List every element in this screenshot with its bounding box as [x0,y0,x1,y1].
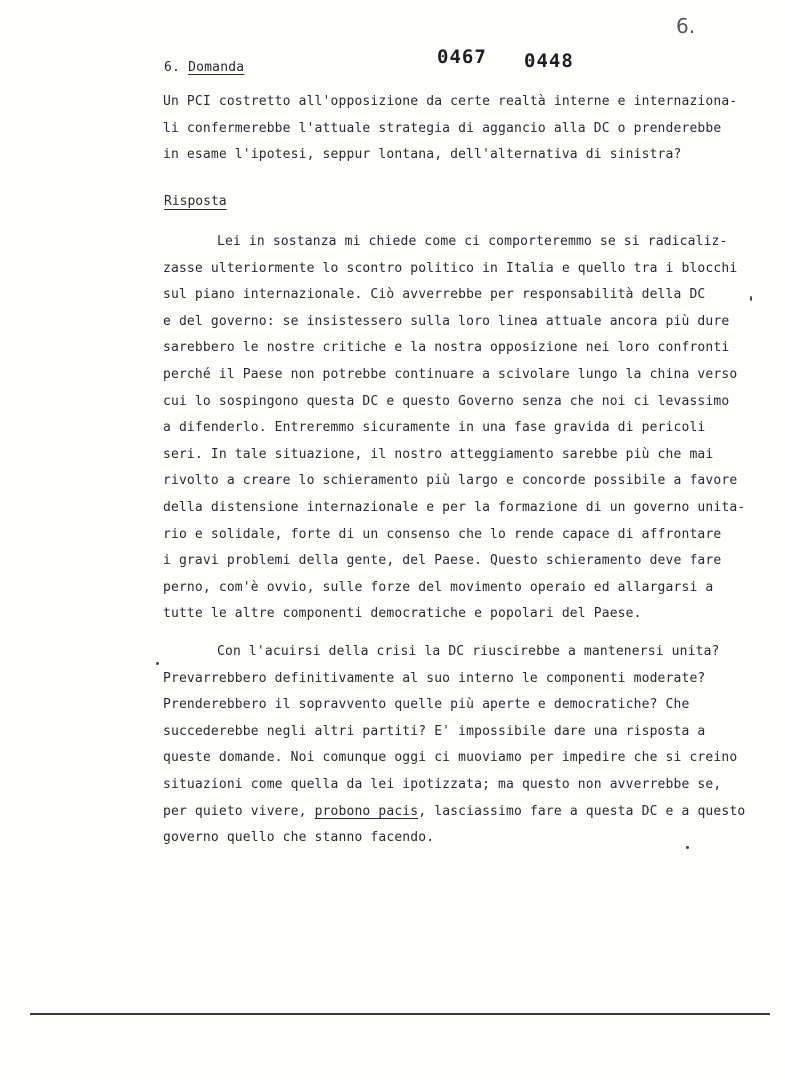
speck-mark [750,296,752,301]
question-text [163,89,743,169]
answer-line: e del governo: se insistessero sulla loro linea attuale ancora più dure [163,313,730,329]
doc-number-second: 0448 [524,50,574,72]
answer-line: perno, com'è ovvio, sulle forze del movimento operaio ed allargarsi a [163,579,714,595]
answer-line: rivolto a creare lo schieramento più largo e concorde possibile a favore [163,473,738,489]
answer-line: zasse ulteriormente lo scontro politico in Italia e quello tra i blocchi [163,260,738,276]
answer-line: situazioni come quella da lei ipotizzata; ma questo non avverrebbe se, [163,776,722,792]
speck-mark [686,846,689,849]
answer-line: Prenderebbero il sopravvento quelle più aperte e democratiche? Che [163,697,690,713]
answer-label: Risposta [164,194,227,209]
doc-number-first: 0467 [437,46,487,68]
question-header [164,60,244,75]
speck-mark [156,662,159,665]
answer-line: sarebbero le nostre critiche e la nostra opposizione nei loro confronti [163,340,730,356]
answer-line: seri. In tale situazione, il nostro atteggiamento sarebbe più che mai [163,446,714,462]
answer-line: cui lo sospingono questa DC e questo Governo senza che noi ci levassimo [163,393,730,409]
answer-line: rio e solidale, forte di un consenso che lo rende capace di affrontare [163,526,722,542]
answer-line: i gravi problemi della gente, del Paese. Questo schieramento deve fare [163,553,722,569]
question-line: Un PCI costretto all'opposizione da certe realtà interne e internaziona- [163,94,738,109]
answer-line-probono [163,799,746,826]
page-bottom-rule [30,1013,770,1015]
answer-line: perché il Paese non potrebbe continuare a scivolare lungo la china verso [163,366,738,382]
answer-paragraph-2 [163,639,746,852]
answer-line: Prevarrebbero definitivamente al suo interno le componenti moderate? [163,670,706,686]
answer-line: Con l'acuirsi della crisi la DC riuscirebbe a mantenersi unita? [217,644,720,659]
question-line: li confermerebbe l'attuale strategia di aggancio alla DC o prenderebbe [163,120,722,136]
answer-line: Lei in sostanza mi chiede come ci comporteremmo se si radicaliz- [217,234,728,249]
answer-line: a difenderlo. Entreremmo sicuramente in una fase gravida di pericoli [163,420,706,436]
text-run: per quieto vivere, [163,803,315,819]
question-label: Domanda [188,60,245,75]
answer-paragraph-1 [163,229,746,628]
answer-line: queste domande. Noi comunque oggi ci muoviamo per impedire che si creino [163,750,738,766]
answer-line: sul piano internazionale. Ciò avverrebbe per responsabilità della DC [163,287,706,303]
latin-phrase-underlined: probono pacis [314,803,419,819]
answer-line: della distensione internazionale e per la formazione di un governo unita- [163,499,746,515]
answer-line: tutte le altre componenti democratiche e popolari del Paese. [163,606,642,622]
answer-line: governo quello che stanno facendo. [163,830,435,846]
answer-line: succederebbe negli altri partiti? E' impossibile dare una risposta a [163,723,706,739]
question-number: 6. [164,60,181,75]
handwritten-page-number: 6. [676,14,696,38]
text-run: , lasciassimo fare a questa DC e a questo [418,803,746,819]
question-line: in esame l'ipotesi, seppur lontana, dell'alternativa di sinistra? [163,147,682,163]
